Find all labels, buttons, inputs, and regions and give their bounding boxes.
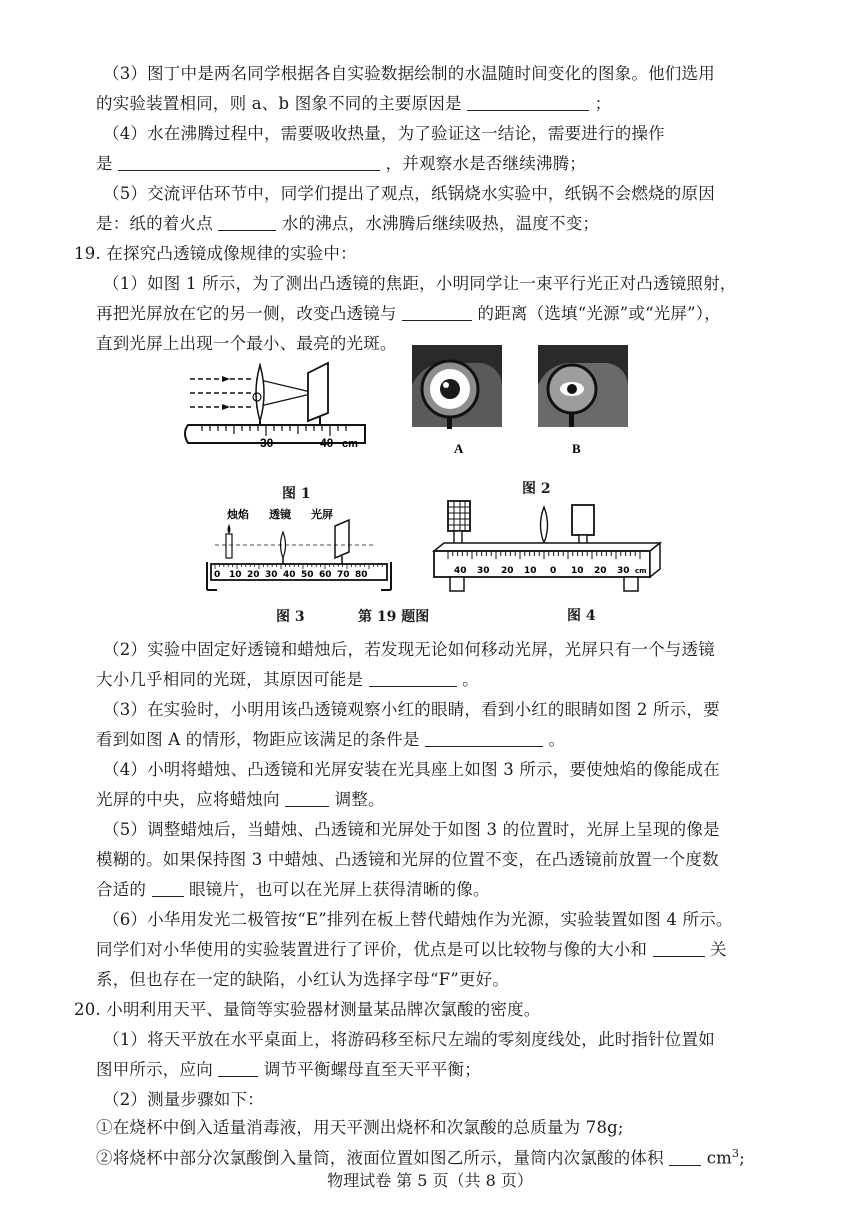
q18-part4-line1: （4）水在沸腾过程中，需要吸收热量，为了验证这一结论，需要进行的操作 xyxy=(103,124,665,143)
figure-2-magnifier-eye-photos xyxy=(412,345,642,457)
q19-part4-line1: （4）小明将蜡烛、凸透镜和光屏安装在光具座上如图 3 所示，要使烛焰的像能成在 xyxy=(103,760,720,779)
fig4-scale-30b: 30 xyxy=(617,566,630,576)
fig3-scale-70: 70 xyxy=(337,570,350,580)
q18-part3-line1: （3）图丁中是两名同学根据各自实验数据绘制的水温随时间变化的图象。他们选用 xyxy=(103,64,715,83)
fig3-label-lens: 透镜 xyxy=(269,508,291,521)
fig1-tick-40: 40 xyxy=(320,436,334,450)
figure-1-caption: 图 1 xyxy=(282,486,311,502)
fig3-scale-20: 20 xyxy=(247,570,260,580)
q19-part6-line2: 同学们对小华使用的实验装置进行了评价，优点是可以比较物与像的大小和 关 xyxy=(96,940,727,959)
fig3-scale-50: 50 xyxy=(301,570,314,580)
figure-group-caption: 第 19 题图 xyxy=(358,609,430,625)
answer-blank[interactable] xyxy=(218,214,276,231)
figure-4-caption: 图 4 xyxy=(567,608,596,624)
q19-part6-line1: （6）小华用发光二极管按“E”排列在板上替代蜡烛作为光源，实验装置如图 4 所示。 xyxy=(103,910,733,929)
page-footer: 物理试卷 第 5 页（共 8 页） xyxy=(327,1171,533,1190)
answer-blank[interactable] xyxy=(118,154,380,171)
q18-part5-line2: 是：纸的着火点 水的沸点，水沸腾后继续吸热，温度不变； xyxy=(96,214,600,233)
figure-3-optical-bench xyxy=(205,500,400,595)
fig3-label-candle: 烛焰 xyxy=(227,508,249,521)
fig4-scale-0: 0 xyxy=(550,566,557,576)
figure-1-lens-focus-diagram xyxy=(180,355,380,450)
figure-4-led-optical-bench xyxy=(428,495,663,615)
fig3-scale-60: 60 xyxy=(319,570,332,580)
q19-stem: 19. 在探究凸透镜成像规律的实验中： xyxy=(74,244,357,263)
fig4-scale-10: 10 xyxy=(524,566,537,576)
q19-part2-line1: （2）实验中固定好透镜和蜡烛后，若发现无论如何移动光屏，光屏只有一个与透镜 xyxy=(103,640,715,659)
answer-blank[interactable] xyxy=(218,1060,258,1077)
q19-part5-line3: 合适的 眼镜片，也可以在光屏上获得清晰的像。 xyxy=(96,880,490,899)
q19-part4-line2: 光屏的中央，应将蜡烛向 调整。 xyxy=(96,790,385,809)
q18-part4-line2: 是 ，并观察水是否继续沸腾； xyxy=(96,154,587,173)
fig2-label-b: B xyxy=(572,441,581,456)
answer-blank[interactable] xyxy=(653,940,705,957)
fig3-scale-40: 40 xyxy=(283,570,296,580)
q20-step1: ①在烧杯中倒入适量消毒液，用天平测出烧杯和次氯酸的总质量为 78g; xyxy=(96,1118,624,1137)
answer-blank[interactable] xyxy=(467,94,589,111)
q19-part2-line2: 大小几乎相同的光斑，其原因可能是 。 xyxy=(96,670,479,689)
fig4-scale-10b: 10 xyxy=(571,566,584,576)
fig3-scale-10: 10 xyxy=(229,570,242,580)
q19-part1-line3: 直到光屏上出现一个最小、最亮的光斑。 xyxy=(96,334,397,353)
q18-part3-line2: 的实验装置相同，则 a、b 图象不同的主要原因是 ； xyxy=(96,94,612,113)
answer-blank[interactable] xyxy=(285,790,329,807)
answer-blank[interactable] xyxy=(669,1149,701,1166)
answer-blank[interactable] xyxy=(425,730,543,747)
q20-step2: ②将烧杯中部分次氯酸倒入量筒，液面位置如图乙所示，量筒内次氯酸的体积 $cm^3$; xyxy=(96,1147,745,1168)
q20-part1-line2: 图甲所示，应向 调节平衡螺母直至天平平衡； xyxy=(96,1060,481,1079)
fig2-label-a: A xyxy=(454,441,464,456)
q20-part2-line1: （2）测量步骤如下： xyxy=(103,1090,264,1109)
fig4-scale-40: 40 xyxy=(454,566,467,576)
q18-part5-line1: （5）交流评估环节中，同学们提出了观点，纸锅烧水实验中，纸锅不会燃烧的原因 xyxy=(103,184,715,203)
figure-2-caption: 图 2 xyxy=(522,481,551,497)
fig3-scale-0: 0 xyxy=(214,570,221,580)
q20-part1-line1: （1）将天平放在水平桌面上，将游码移至标尺左端的零刻度线处，此时指针位置如 xyxy=(103,1030,715,1049)
answer-blank[interactable] xyxy=(152,880,184,897)
q20-stem: 20. 小明利用天平、量筒等实验器材测量某品牌次氯酸的密度。 xyxy=(74,1000,541,1019)
fig4-scale-30: 30 xyxy=(477,566,490,576)
fig3-scale-30: 30 xyxy=(265,570,278,580)
q19-part1-line1: （1）如图 1 所示，为了测出凸透镜的焦距，小明同学让一束平行光正对凸透镜照射， xyxy=(103,274,737,293)
fig1-unit: cm xyxy=(342,438,358,450)
q19-part5-line2: 模糊的。如果保持图 3 中蜡烛、凸透镜和光屏的位置不变，在凸透镜前放置一个度数 xyxy=(96,850,719,869)
answer-blank[interactable] xyxy=(369,670,457,687)
fig4-unit: cm xyxy=(635,567,647,575)
fig1-tick-30: 30 xyxy=(260,436,274,450)
figure-3-caption: 图 3 xyxy=(276,609,305,625)
q19-part3-line1: （3）在实验时，小明用该凸透镜观察小红的眼睛，看到小红的眼睛如图 2 所示，要 xyxy=(103,700,720,719)
fig4-scale-20b: 20 xyxy=(594,566,607,576)
answer-blank[interactable] xyxy=(402,304,472,321)
fig3-scale-80: 80 xyxy=(355,570,368,580)
fig4-scale-20: 20 xyxy=(501,566,514,576)
q19-part1-line2: 再把光屏放在它的另一侧，改变凸透镜与 的距离（选填“光源”或“光屏”）， xyxy=(96,304,721,323)
q19-part3-line2: 看到如图 A 的情形，物距应该满足的条件是 。 xyxy=(96,730,566,749)
q19-part5-line1: （5）调整蜡烛后，当蜡烛、凸透镜和光屏处于如图 3 的位置时，光屏上呈现的像是 xyxy=(103,820,720,839)
fig3-label-screen: 光屏 xyxy=(311,508,333,521)
q19-part6-line3: 系，但也存在一定的缺陷，小红认为选择字母“F”更好。 xyxy=(96,970,510,989)
